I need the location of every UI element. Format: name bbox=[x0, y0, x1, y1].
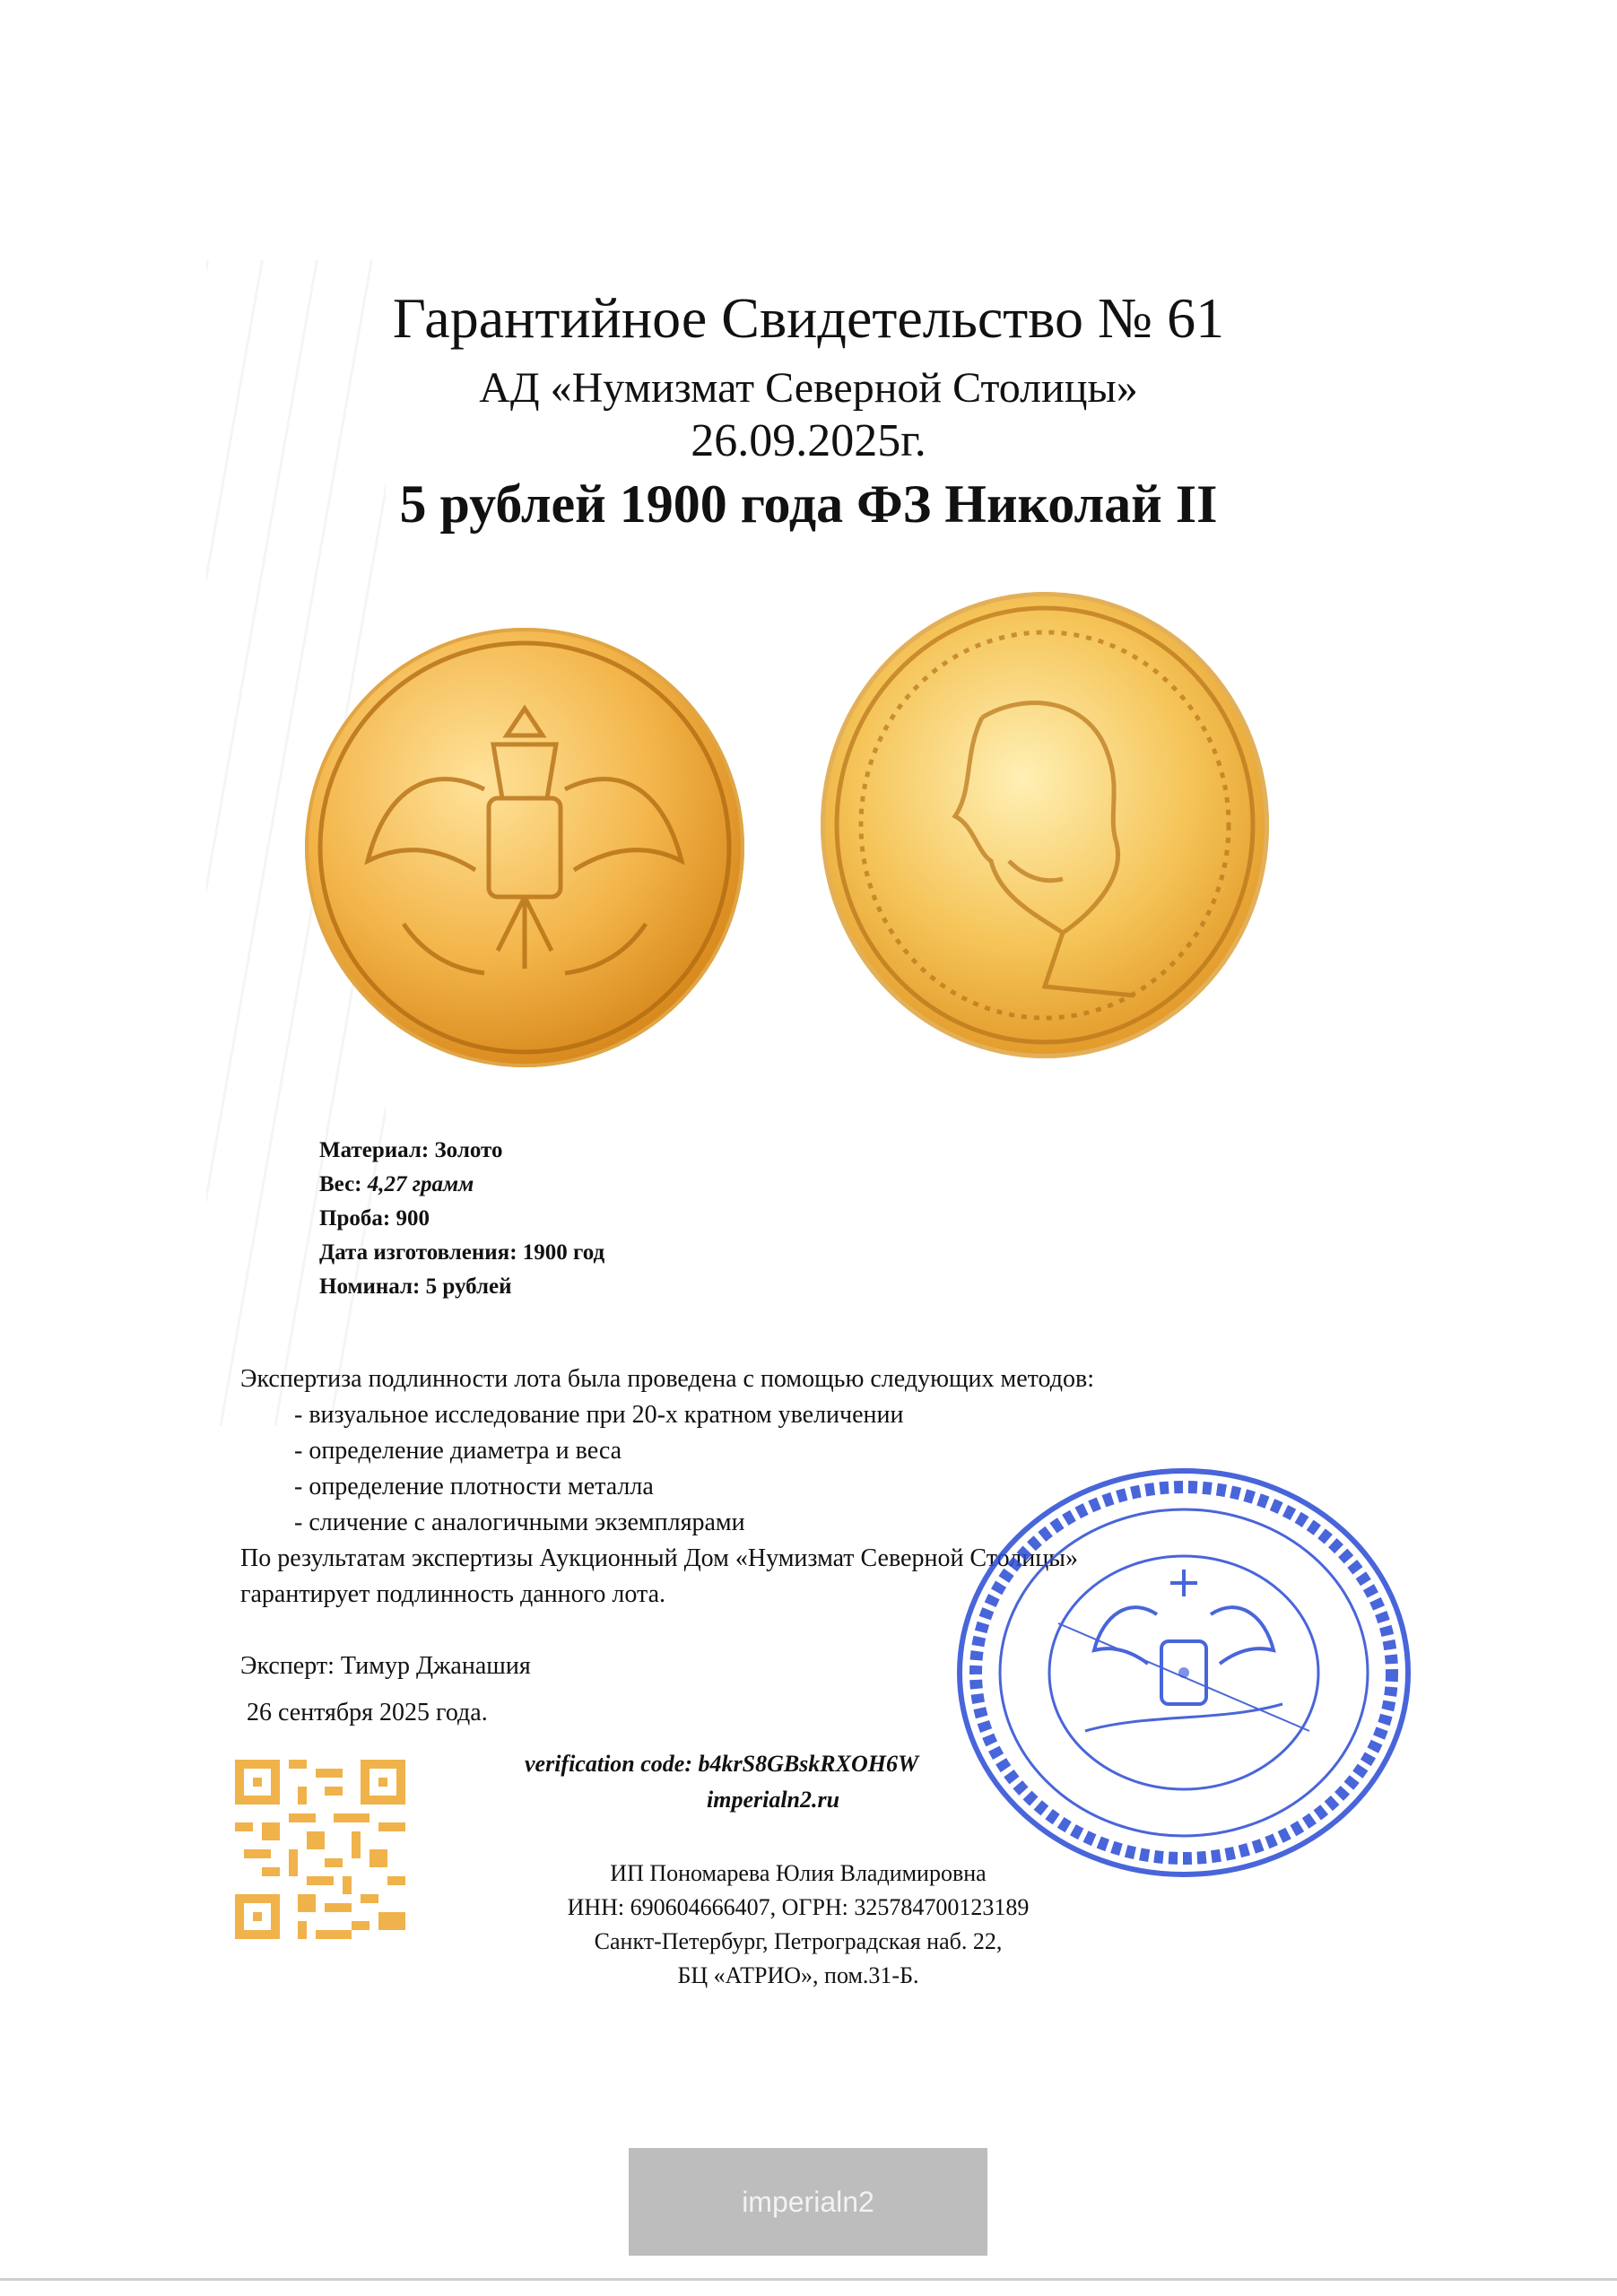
expertise-method: - определение диаметра и веса bbox=[294, 1437, 622, 1465]
spec-weight: Вес: 4,27 грамм bbox=[319, 1172, 474, 1196]
expertise-method: - визуальное исследование при 20-х кратном увеличении bbox=[294, 1401, 904, 1429]
expertise-intro: Экспертиза подлинности лота была проведена с помощью следующих методов: bbox=[240, 1365, 1094, 1393]
spec-date: Дата изготовления: 1900 год bbox=[319, 1240, 605, 1265]
expertise-result: гарантирует подлинность данного лота. bbox=[240, 1580, 665, 1608]
qr-code[interactable] bbox=[235, 1760, 405, 1939]
certificate-title: Гарантийное Свидетельство № 61 bbox=[392, 286, 1225, 350]
expertise-result: По результатам экспертизы Аукционный Дом «Нумизмат Северной Столицы» bbox=[240, 1544, 1078, 1572]
spec-material: Материал: Золото bbox=[319, 1138, 503, 1162]
signature-date: 26 сентября 2025 года. bbox=[247, 1699, 488, 1726]
eagle-icon bbox=[305, 628, 744, 1067]
expertise-method: - определение плотности металла bbox=[294, 1473, 654, 1500]
imperialn2-badge: imperialn2 bbox=[629, 2148, 987, 2256]
website-link[interactable]: imperialn2.ru bbox=[707, 1787, 840, 1813]
coin-obverse-image bbox=[305, 628, 744, 1067]
expert-name: Эксперт: Тимур Джанашия bbox=[240, 1652, 531, 1680]
portrait-icon bbox=[821, 592, 1269, 1058]
coin-specs bbox=[319, 1134, 604, 1304]
stamp-seal-icon bbox=[951, 1462, 1417, 1883]
company-address: Санкт-Петербург, Петроградская наб. 22, bbox=[594, 1928, 1003, 1954]
company-name: ИП Пономарева Юлия Владимировна bbox=[610, 1860, 987, 1886]
certificate-date: 26.09.2025г. bbox=[691, 415, 926, 466]
company-ids: ИНН: 690604666407, ОГРН: 325784700123189 bbox=[567, 1894, 1030, 1920]
coin-reverse-image bbox=[821, 592, 1269, 1058]
spec-fineness: Проба: 900 bbox=[319, 1206, 430, 1231]
official-stamp bbox=[951, 1462, 1417, 1883]
bottom-divider bbox=[0, 2278, 1617, 2281]
expertise-method: - сличение с аналогичными экземплярами bbox=[294, 1509, 745, 1536]
lot-title: 5 рублей 1900 года ФЗ Николай II bbox=[399, 474, 1218, 534]
organization-name: АД «Нумизмат Северной Столицы» bbox=[479, 364, 1138, 412]
spec-nominal: Номинал: 5 рублей bbox=[319, 1274, 512, 1299]
verification-code: verification code: b4krS8GBskRXOH6W bbox=[525, 1751, 919, 1777]
company-address-building: БЦ «АТРИО», пом.31-Б. bbox=[677, 1962, 919, 1988]
qr-code-icon bbox=[235, 1760, 405, 1939]
